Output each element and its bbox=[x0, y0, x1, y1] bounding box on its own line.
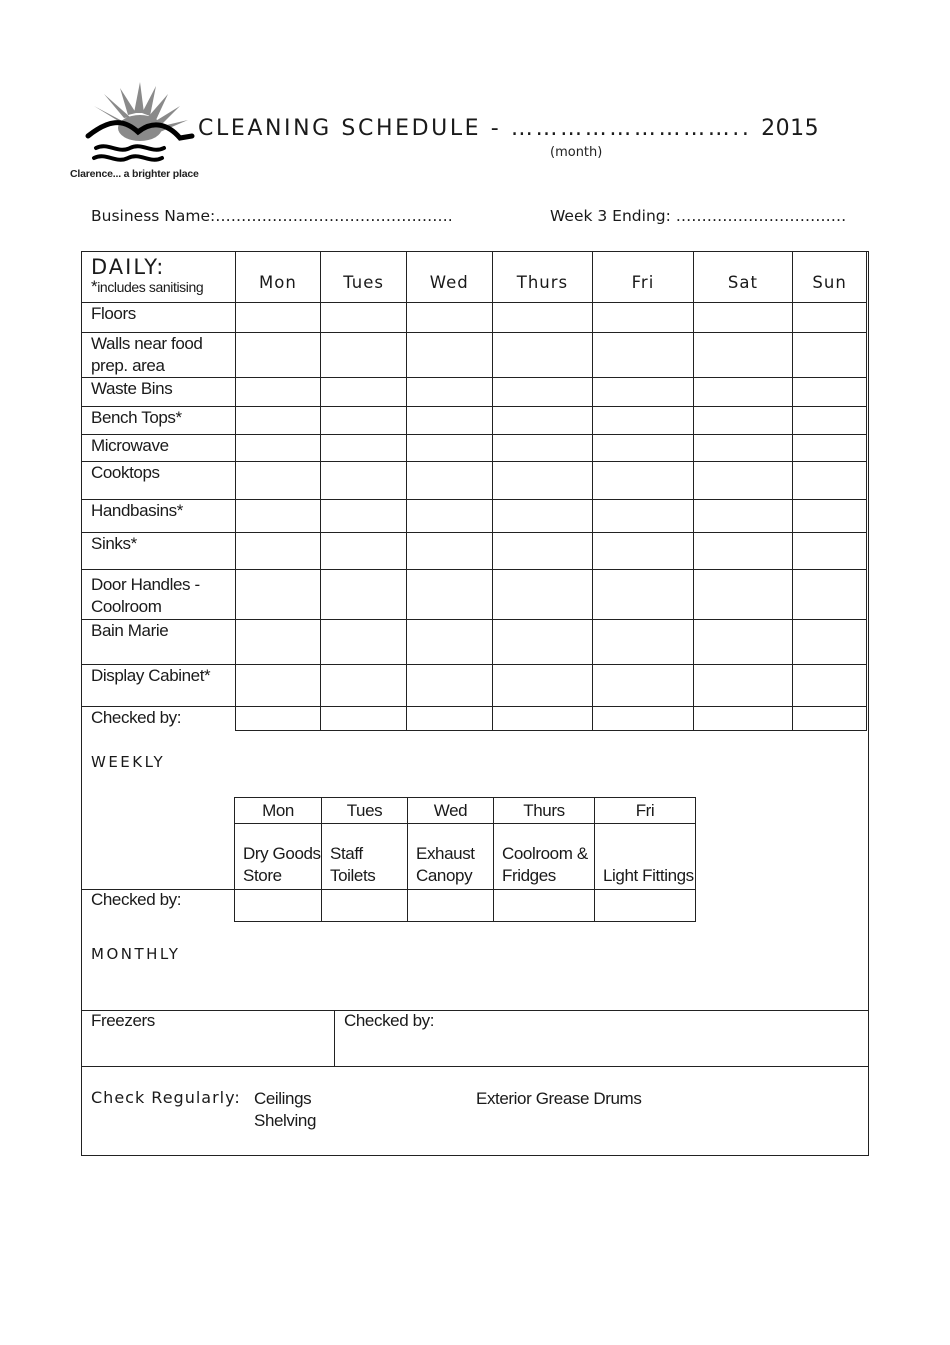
monthly-heading: MONTHLY bbox=[91, 945, 181, 963]
check-cell[interactable] bbox=[321, 620, 407, 665]
day-header: Thurs bbox=[492, 252, 593, 303]
check-cell[interactable] bbox=[235, 303, 321, 333]
check-cell[interactable] bbox=[492, 407, 593, 435]
check-cell[interactable] bbox=[406, 435, 492, 462]
check-cell[interactable] bbox=[406, 500, 492, 533]
task-label: Bain Marie bbox=[82, 620, 236, 665]
day-header: Fri bbox=[593, 252, 693, 303]
weekly-signature-cell[interactable] bbox=[494, 890, 595, 922]
check-cell[interactable] bbox=[693, 435, 793, 462]
task-label: Bench Tops* bbox=[82, 407, 236, 435]
check-cell[interactable] bbox=[406, 665, 492, 707]
task-row bbox=[82, 620, 867, 665]
monthly-divider bbox=[334, 1010, 335, 1066]
weekly-day-header: Wed bbox=[408, 798, 494, 824]
daily-subheading: *includes sanitising bbox=[91, 277, 204, 296]
check-cell[interactable] bbox=[693, 500, 793, 533]
check-cell[interactable] bbox=[406, 333, 492, 378]
check-cell[interactable] bbox=[321, 303, 407, 333]
check-cell[interactable] bbox=[492, 620, 593, 665]
task-label: Display Cabinet* bbox=[82, 665, 236, 707]
check-cell[interactable] bbox=[693, 378, 793, 407]
monthly-top-divider bbox=[82, 1010, 868, 1011]
daily-table bbox=[81, 251, 867, 731]
weekly-day-header: Tues bbox=[322, 798, 408, 824]
page-title bbox=[198, 116, 819, 141]
check-cell[interactable] bbox=[321, 333, 407, 378]
check-cell[interactable] bbox=[235, 570, 321, 620]
task-row bbox=[82, 533, 867, 570]
check-cell[interactable] bbox=[593, 570, 693, 620]
check-cell[interactable] bbox=[492, 303, 593, 333]
week-ending-field[interactable]: Week 3 Ending: …………………………… bbox=[550, 207, 847, 225]
weekly-table bbox=[234, 797, 696, 922]
weekly-day-header: Thurs bbox=[494, 798, 595, 824]
check-cell[interactable] bbox=[406, 533, 492, 570]
daily-heading-cell bbox=[82, 252, 236, 303]
weekly-day-header: Mon bbox=[235, 798, 322, 824]
check-cell[interactable] bbox=[492, 378, 593, 407]
task-row bbox=[82, 500, 867, 533]
task-label: Sinks* bbox=[82, 533, 236, 570]
check-cell[interactable] bbox=[321, 570, 407, 620]
weekly-signature-cell[interactable] bbox=[235, 890, 322, 922]
check-cell[interactable] bbox=[593, 500, 693, 533]
weekly-signature-cell[interactable] bbox=[322, 890, 408, 922]
check-cell[interactable] bbox=[406, 620, 492, 665]
check-cell[interactable] bbox=[235, 462, 321, 500]
check-cell[interactable] bbox=[793, 378, 867, 407]
check-cell[interactable] bbox=[593, 533, 693, 570]
task-label: Door Handles - Coolroom bbox=[82, 570, 236, 620]
check-cell[interactable] bbox=[235, 620, 321, 665]
check-cell[interactable] bbox=[593, 462, 693, 500]
monthly-bottom-divider bbox=[82, 1066, 868, 1067]
weekly-task: Light Fittings bbox=[595, 824, 696, 890]
monthly-checked-by-label[interactable]: Checked by: bbox=[344, 1011, 435, 1030]
task-row bbox=[82, 378, 867, 407]
check-cell[interactable] bbox=[693, 620, 793, 665]
weekly-checked-by-label: Checked by: bbox=[91, 890, 182, 909]
check-cell[interactable] bbox=[793, 435, 867, 462]
check-cell[interactable] bbox=[321, 665, 407, 707]
check-cell[interactable] bbox=[492, 570, 593, 620]
day-header: Sat bbox=[693, 252, 793, 303]
check-cell[interactable] bbox=[693, 665, 793, 707]
day-header: Sun bbox=[793, 252, 867, 303]
logo-caption: Clarence... a brighter place bbox=[70, 168, 199, 180]
check-cell[interactable] bbox=[406, 303, 492, 333]
check-cell[interactable] bbox=[793, 500, 867, 533]
task-label: Handbasins* bbox=[82, 500, 236, 533]
check-cell[interactable] bbox=[593, 665, 693, 707]
check-cell[interactable] bbox=[492, 533, 593, 570]
check-cell[interactable] bbox=[593, 378, 693, 407]
check-cell[interactable] bbox=[492, 333, 593, 378]
check-cell[interactable] bbox=[793, 620, 867, 665]
check-cell[interactable] bbox=[693, 407, 793, 435]
title-year: 2015 bbox=[761, 116, 820, 141]
check-cell[interactable] bbox=[693, 333, 793, 378]
regular-item: Ceilings bbox=[254, 1089, 312, 1108]
check-cell[interactable] bbox=[235, 665, 321, 707]
check-cell[interactable] bbox=[235, 500, 321, 533]
check-cell[interactable] bbox=[406, 570, 492, 620]
task-label: Floors bbox=[82, 303, 236, 333]
task-row bbox=[82, 462, 867, 500]
check-cell[interactable] bbox=[321, 462, 407, 500]
signature-cell[interactable] bbox=[321, 707, 407, 731]
check-cell[interactable] bbox=[235, 378, 321, 407]
check-cell[interactable] bbox=[593, 620, 693, 665]
weekly-signature-cell[interactable] bbox=[408, 890, 494, 922]
task-row bbox=[82, 333, 867, 378]
daily-heading: DAILY: bbox=[91, 255, 166, 279]
weekly-day-header: Fri bbox=[595, 798, 696, 824]
check-cell[interactable] bbox=[321, 500, 407, 533]
task-label: Cooktops bbox=[82, 462, 236, 500]
weekly-signature-cell[interactable] bbox=[595, 890, 696, 922]
check-cell[interactable] bbox=[593, 435, 693, 462]
check-regularly-label: Check Regularly: bbox=[91, 1088, 241, 1107]
signature-cell[interactable] bbox=[693, 707, 793, 731]
weekly-task: Staff Toilets bbox=[322, 824, 408, 890]
weekly-heading: WEEKLY bbox=[91, 753, 166, 771]
signature-cell[interactable] bbox=[492, 707, 593, 731]
check-cell[interactable] bbox=[693, 533, 793, 570]
month-note: (month) bbox=[550, 145, 603, 160]
check-cell[interactable] bbox=[793, 407, 867, 435]
day-header: Mon bbox=[235, 252, 321, 303]
day-header: Tues bbox=[321, 252, 407, 303]
check-cell[interactable] bbox=[492, 665, 593, 707]
check-cell[interactable] bbox=[693, 462, 793, 500]
check-cell[interactable] bbox=[235, 333, 321, 378]
check-cell[interactable] bbox=[793, 533, 867, 570]
title-text: CLEANING SCHEDULE - ……………………….. bbox=[198, 116, 752, 141]
check-cell[interactable] bbox=[793, 462, 867, 500]
check-cell[interactable] bbox=[492, 462, 593, 500]
check-cell[interactable] bbox=[793, 303, 867, 333]
task-row bbox=[82, 570, 867, 620]
check-cell[interactable] bbox=[321, 378, 407, 407]
check-cell[interactable] bbox=[593, 407, 693, 435]
check-cell[interactable] bbox=[321, 435, 407, 462]
signature-cell[interactable] bbox=[793, 707, 867, 731]
checked-by-label: Checked by: bbox=[82, 707, 236, 731]
task-row bbox=[82, 435, 867, 462]
check-cell[interactable] bbox=[693, 570, 793, 620]
weekly-task: Coolroom & Fridges bbox=[494, 824, 595, 890]
task-row bbox=[82, 407, 867, 435]
check-cell[interactable] bbox=[406, 462, 492, 500]
checked-by-row bbox=[82, 707, 867, 731]
regular-item: Exterior Grease Drums bbox=[476, 1089, 642, 1108]
weekly-task: Exhaust Canopy bbox=[408, 824, 494, 890]
check-cell[interactable] bbox=[793, 570, 867, 620]
task-row bbox=[82, 303, 867, 333]
check-cell[interactable] bbox=[793, 665, 867, 707]
business-name-field[interactable]: Business Name:………………………………………. bbox=[91, 207, 453, 225]
check-cell[interactable] bbox=[593, 303, 693, 333]
day-header: Wed bbox=[406, 252, 492, 303]
weekly-task: Dry Goods Store bbox=[235, 824, 322, 890]
check-cell[interactable] bbox=[235, 407, 321, 435]
signature-cell[interactable] bbox=[406, 707, 492, 731]
task-label: Walls near food prep. area bbox=[82, 333, 236, 378]
check-cell[interactable] bbox=[492, 500, 593, 533]
check-cell[interactable] bbox=[321, 533, 407, 570]
check-cell[interactable] bbox=[693, 303, 793, 333]
task-label: Waste Bins bbox=[82, 378, 236, 407]
check-cell[interactable] bbox=[406, 407, 492, 435]
cleaning-form bbox=[81, 251, 869, 1156]
regular-item: Shelving bbox=[254, 1111, 317, 1130]
check-cell[interactable] bbox=[235, 533, 321, 570]
task-row bbox=[82, 665, 867, 707]
check-cell[interactable] bbox=[793, 333, 867, 378]
check-cell[interactable] bbox=[492, 435, 593, 462]
task-label: Microwave bbox=[82, 435, 236, 462]
signature-cell[interactable] bbox=[235, 707, 321, 731]
check-cell[interactable] bbox=[321, 407, 407, 435]
check-cell[interactable] bbox=[593, 333, 693, 378]
monthly-task: Freezers bbox=[91, 1011, 155, 1030]
signature-cell[interactable] bbox=[593, 707, 693, 731]
check-cell[interactable] bbox=[235, 435, 321, 462]
check-cell[interactable] bbox=[406, 378, 492, 407]
